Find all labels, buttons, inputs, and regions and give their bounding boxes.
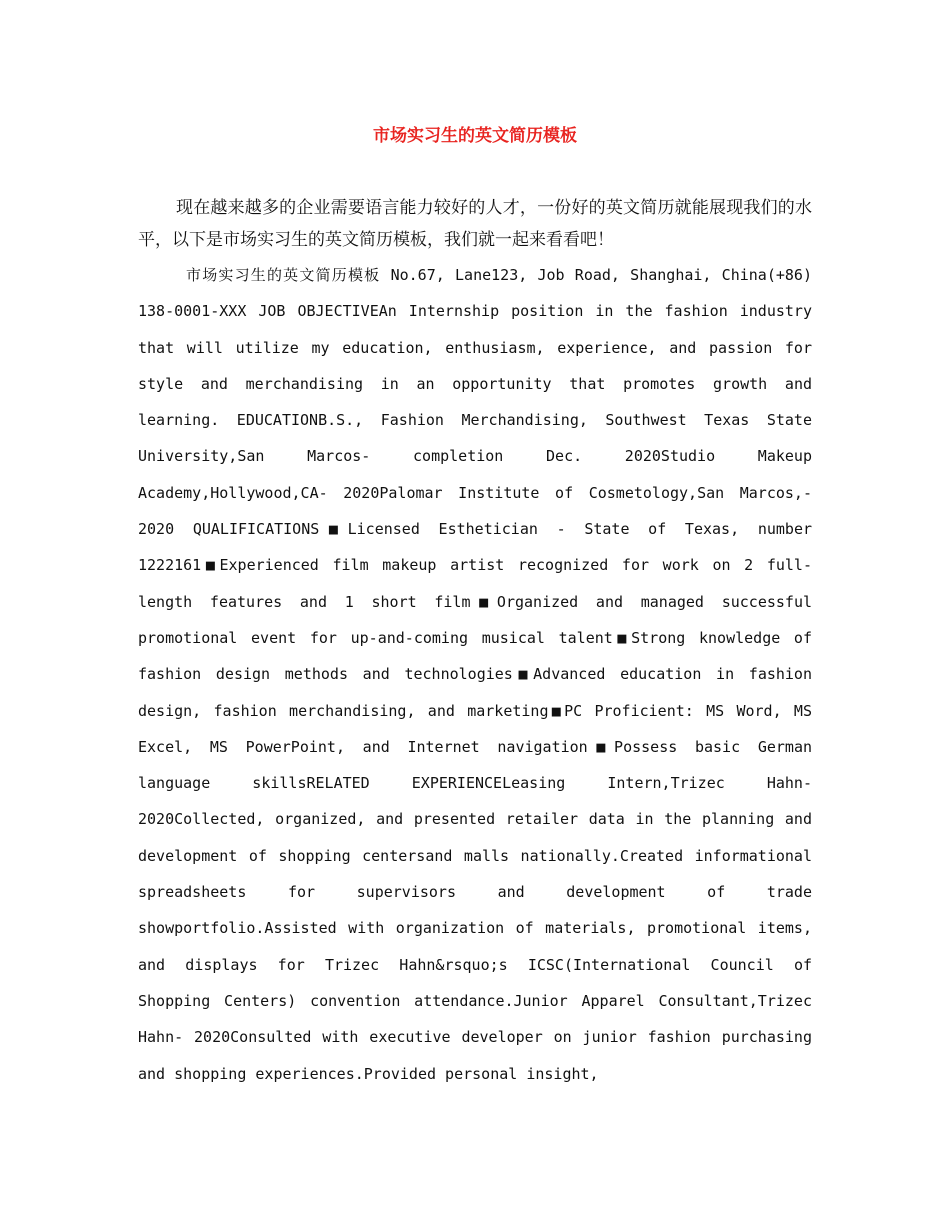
resume-body-paragraph: 市场实习生的英文简历模板 No.67, Lane123, Job Road, Shanghai, China(+86) 138-0001-XXX JOB OBJECTIVEAn Internship position in the fashion industry that will utilize my education, enthusiasm, experience, and passion for style and merchandising in an opportunity that promotes growth and learning. EDUCATIONB.S., Fashion Merchandising, Southwest Texas State University,San Marcos- completion Dec. 2020Studio Makeup Academy,Hollywood,CA- 2020Palomar Institute of Cosmetology,San Marcos,- 2020 QUALIFICATIONS■Licensed Esthetician - State of Texas, number 1222161■Experienced film makeup artist recognized for work on 2 full-length features and 1 short film■Organized and managed successful promotional event for up-and-coming musical talent■Strong knowledge of fashion design methods and technologies■Advanced education in fashion design, fashion merchandising, and marketing■PC Proficient: MS Word, MS Excel, MS PowerPoint, and Internet navigation■Possess basic German language skillsRELATED EXPERIENCELeasing Intern,Trizec Hahn- 2020Collected, organized, and presented retailer data in the planning and development of shopping centersand malls nationally.Created informational spreadsheets for supervisors and development of trade showportfolio.Assisted with organization of materials, promotional items, and displays for Trizec Hahn&rsquo;s ICSC(International Council of Shopping Centers) convention attendance.Junior Apparel Consultant,Trizec Hahn- 2020Consulted with executive developer on junior fashion purchasing and shopping experiences.Provided personal insight,	[138, 266, 812, 1083]
intro-paragraph: 现在越来越多的企业需要语言能力较好的人才，一份好的英文简历就能展现我们的水平，以下是市场实习生的英文简历模板，我们就一起来看看吧！	[138, 198, 812, 250]
document-title: 市场实习生的英文简历模板	[373, 126, 577, 146]
